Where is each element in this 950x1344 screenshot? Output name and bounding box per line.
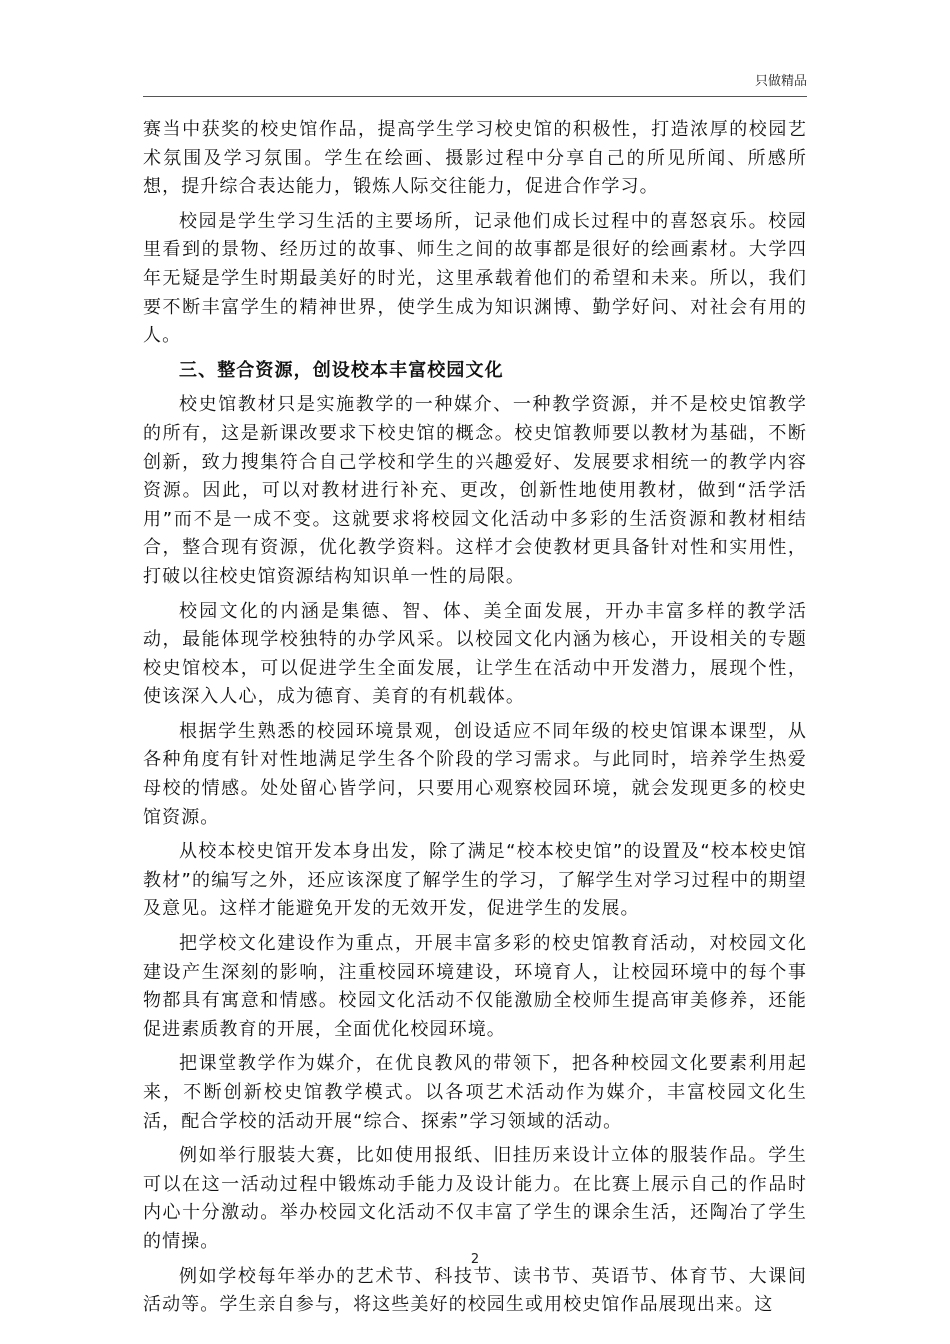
document-body <box>143 116 807 1326</box>
page-number: 2 <box>470 1252 480 1267</box>
section-heading: 三、整合资源，创设校本丰富校园文化 <box>179 359 504 381</box>
paragraph: 校史馆教材只是实施教学的一种媒介、一种教学资源，并不是校史馆教学的所有，这是新课改要求下校史馆的概念。校史馆教师要以教材为基础，不断创新，致力搜集符合自己学校和学生的兴趣爱好、发展要求相统一的教学内容资源。因此，可以对教材进行补充、更改，创新性地使用教材，做到“活学活用”而不是一成不变。这就要求将校园文化活动中多彩的生活资源和教材相结合，整合现有资源，优化教学资料。这样才会使教材更具备针对性和实用性，打破以往校史馆资源结构知识单一性的局限。 <box>143 394 807 587</box>
paragraph: 例如举行服装大赛，比如使用报纸、旧挂历来设计立体的服装作品。学生可以在这一活动过程中锻炼动手能力及设计能力。在比赛上展示自己的作品时内心十分激动。举办校园文化活动不仅丰富了学生的课余生活，还陶冶了学生的情操。 <box>143 1145 807 1252</box>
paragraph: 从校本校史馆开发本身出发，除了满足“校本校史馆”的设置及“校本校史馆教材”的编写之外，还应该深度了解学生的学习，了解学生对学习过程中的期望及意见。这样才能避免开发的无效开发，促进学生的发展。 <box>143 841 807 920</box>
paragraph: 把课堂教学作为媒介，在优良教风的带领下，把各种校园文化要素利用起来，不断创新校史馆教学模式。以各项艺术活动作为媒介，丰富校园文化生活，配合学校的活动开展“综合、探索”学习领域的活动。 <box>143 1053 807 1132</box>
paragraph: 赛当中获奖的校史馆作品，提高学生学习校史馆的积极性，打造浓厚的校园艺术氛围及学习氛围。学生在绘画、摄影过程中分享自己的所见所闻、所感所想，提升综合表达能力，锻炼人际交往能力，促进合作学习。 <box>143 119 807 198</box>
paragraph: 根据学生熟悉的校园环境景观，创设适应不同年级的校史馆课本课型，从各种角度有针对性地满足学生各个阶段的学习需求。与此同时，培养学生热爱母校的情感。处处留心皆学问，只要用心观察校园环境，就会发现更多的校史馆资源。 <box>143 720 807 828</box>
paragraph: 把学校文化建设作为重点，开展丰富多彩的校史馆教育活动，对校园文化建设产生深刻的影响，注重校园环境建设，环境育人，让校园环境中的每个事物都具有寓意和情感。校园文化活动不仅能激励全校师生提高审美修养，还能促进素质教育的开展，全面优化校园环境。 <box>143 933 807 1040</box>
header-text: 只做精品 <box>754 74 807 89</box>
paragraph: 校园是学生学习生活的主要场所，记录他们成长过程中的喜怒哀乐。校园里看到的景物、经历过的故事、师生之间的故事都是很好的绘画素材。大学四年无疑是学生时期最美好的时光，这里承载着他们的希望和未来。所以，我们要不断丰富学生的精神世界，使学生成为知识渊博、勤学好问、对社会有用的人。 <box>143 210 807 347</box>
paragraph: 校园文化的内涵是集德、智、体、美全面发展，开办丰富多样的教学活动，最能体现学校独特的办学风采。以校园文化内涵为核心，开设相关的专题校史馆校本，可以促进学生全面发展，让学生在活动中开发潜力，展现个性，使该深入人心，成为德育、美育的有机载体。 <box>143 600 807 708</box>
paragraph: 例如学校每年举办的艺术节、科技节、读书节、英语节、体育节、大课间活动等。学生亲自参与，将这些美好的校园生或用校史馆作品展现出来。这 <box>143 1265 807 1316</box>
header-rule <box>143 96 807 97</box>
